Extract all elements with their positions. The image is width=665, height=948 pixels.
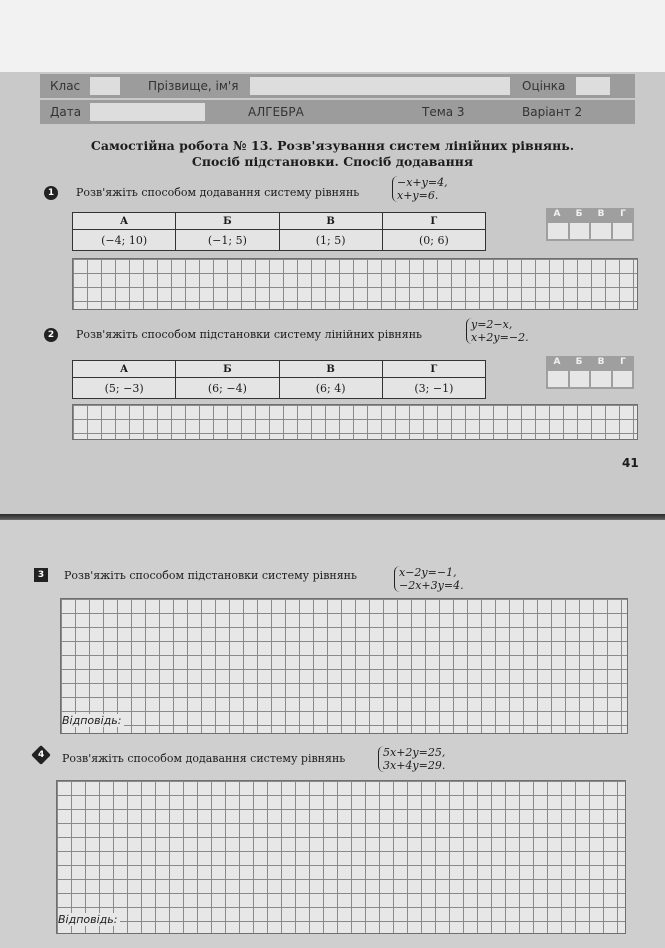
- task-4-answer-label: Відповідь:: [58, 913, 120, 926]
- task-2-answer-card: [546, 356, 634, 389]
- task-3-number: 3: [34, 568, 48, 582]
- answer-checkbox-d[interactable]: [613, 371, 633, 387]
- topic-label: Тема 3: [422, 105, 465, 119]
- task-1-option-c: (1; 5): [279, 230, 382, 251]
- task-2-option-d: (3; −1): [382, 378, 485, 399]
- task-1-number: 1: [44, 186, 58, 200]
- worksheet-title: Самостійна робота № 13. Розв'язування систем лінійних рівнянь.: [90, 138, 575, 153]
- answer-card-letter: Б: [575, 209, 583, 219]
- task-3-answer-label: Відповідь:: [62, 714, 124, 727]
- task-4-equation-1: 5x+2y=25,: [383, 746, 446, 759]
- task-4-system: [378, 746, 445, 772]
- task-2-option-a: (5; −3): [73, 378, 176, 399]
- header-row-1: [40, 74, 635, 98]
- option-letter: А: [73, 361, 176, 378]
- variant-label: Варіант 2: [522, 105, 583, 119]
- option-letter: Б: [176, 361, 279, 378]
- class-label: Клас: [50, 79, 81, 93]
- task-2-work-grid[interactable]: [72, 404, 638, 440]
- task-3-system: [394, 566, 464, 592]
- answer-card-letter: А: [553, 357, 561, 367]
- answer-checkbox-c[interactable]: [591, 223, 611, 239]
- task-3-equation-2: −2x+3y=4.: [399, 579, 464, 592]
- task-1-equation-2: x+y=6.: [397, 189, 439, 202]
- task-2-options-table: [72, 360, 486, 399]
- answer-checkbox-c[interactable]: [591, 371, 611, 387]
- option-letter: В: [279, 361, 382, 378]
- task-3-work-grid[interactable]: [60, 598, 628, 734]
- page-number: 41: [622, 456, 639, 470]
- option-letter: Г: [382, 361, 485, 378]
- task-1-answer-card: [546, 208, 634, 241]
- header-row-2: [40, 100, 635, 124]
- task-3-text: Розв'яжіть способом підстановки систему рівнянь: [64, 569, 357, 582]
- answer-card-letter: В: [597, 357, 605, 367]
- task-1-options-table: [72, 212, 486, 251]
- task-4-equation-2: 3x+4y=29.: [383, 759, 446, 772]
- class-field[interactable]: [90, 77, 120, 95]
- name-field[interactable]: [250, 77, 510, 95]
- task-1-text: Розв'яжіть способом додавання систему рівнянь: [76, 186, 360, 199]
- task-1-option-a: (−4; 10): [73, 230, 176, 251]
- task-2-system: [466, 318, 529, 344]
- task-1-option-b: (−1; 5): [176, 230, 279, 251]
- task-3-equation-1: x−2y=−1,: [399, 566, 457, 579]
- name-label: Прізвище, ім'я: [148, 79, 239, 93]
- answer-checkbox-b[interactable]: [570, 371, 590, 387]
- answer-card-letter: А: [553, 209, 561, 219]
- option-letter: Б: [176, 213, 279, 230]
- answer-checkbox-d[interactable]: [613, 223, 633, 239]
- option-letter: А: [73, 213, 176, 230]
- task-4-number: 4: [31, 745, 51, 765]
- answer-checkbox-a[interactable]: [548, 371, 568, 387]
- option-letter: Г: [382, 213, 485, 230]
- task-1-system: [392, 176, 448, 202]
- option-letter: В: [279, 213, 382, 230]
- task-2-equation-1: y=2−x,: [471, 318, 513, 331]
- answer-card-letter: Б: [575, 357, 583, 367]
- task-1-work-grid[interactable]: [72, 258, 638, 310]
- task-4-text: Розв'яжіть способом додавання систему рівнянь: [62, 752, 346, 765]
- subject-label: АЛГЕБРА: [248, 105, 304, 119]
- answer-checkbox-a[interactable]: [548, 223, 568, 239]
- task-2-number: 2: [44, 328, 58, 342]
- answer-card-letter: Г: [620, 357, 626, 367]
- answer-card-letter: Г: [620, 209, 626, 219]
- date-field[interactable]: [90, 103, 205, 121]
- answer-checkbox-b[interactable]: [570, 223, 590, 239]
- task-2-equation-2: x+2y=−2.: [471, 331, 529, 344]
- date-label: Дата: [50, 105, 82, 119]
- grade-field[interactable]: [576, 77, 610, 95]
- task-4-work-grid[interactable]: [56, 780, 626, 934]
- task-2-option-c: (6; 4): [279, 378, 382, 399]
- task-1-option-d: (0; 6): [382, 230, 485, 251]
- grade-label: Оцінка: [522, 79, 566, 93]
- task-2-text: Розв'яжіть способом підстановки систему лінійних рівнянь: [76, 328, 423, 341]
- task-1-equation-1: −x+y=4,: [397, 176, 448, 189]
- answer-card-letter: В: [597, 209, 605, 219]
- task-2-option-b: (6; −4): [176, 378, 279, 399]
- worksheet-subtitle: Спосіб підстановки. Спосіб додавання: [191, 154, 474, 169]
